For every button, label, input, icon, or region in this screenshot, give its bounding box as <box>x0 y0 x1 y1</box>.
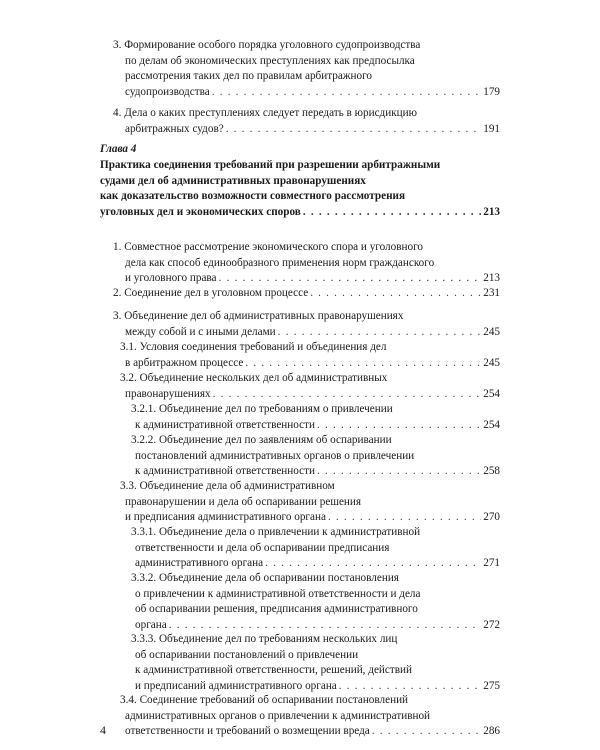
dot-leader <box>219 271 482 287</box>
toc-entry-line: 3.3.1. Объединение дела о привлечении к административной <box>131 526 421 538</box>
toc-page-number: 270 <box>483 511 500 524</box>
toc-entry-line: 4. Дела о каких преступлениях следует передать в юрисдикцию <box>113 107 417 119</box>
toc-entry-last-line <box>125 387 500 403</box>
toc-page-number: 213 <box>483 205 500 218</box>
toc-entry-last-line <box>125 510 500 526</box>
toc-page-number: 258 <box>483 465 500 478</box>
dot-leader <box>278 325 482 341</box>
toc-entry-line: административных органов о привлечении к административной <box>125 709 431 722</box>
toc-entry-last-line <box>135 464 500 480</box>
toc-entry-line: 3.2. Объединение нескольких дел об административных <box>120 372 388 384</box>
toc-entry-line: арбитражных судов? <box>125 122 224 135</box>
toc-page-number: 254 <box>483 418 500 431</box>
toc-entry-line: об оспаривании решения, предписания административного <box>135 603 418 616</box>
toc-entry-line: административного органа <box>135 557 264 570</box>
toc-entry-line: ответственности и требований о возмещении вреда <box>125 725 370 738</box>
toc-entry-last-line <box>135 418 500 434</box>
toc-entry-line: к административной ответственности <box>135 465 315 478</box>
toc-entry-line: 3.2.2. Объединение дел по заявлениям об оспаривании <box>131 434 392 446</box>
dot-leader <box>303 205 481 221</box>
toc-entry-line: к административной ответственности, решений, действий <box>135 664 413 677</box>
dot-leader <box>317 464 481 480</box>
toc-entry-last-line <box>125 271 500 287</box>
dot-leader <box>317 418 481 434</box>
toc-entry-line: в арбитражном процессе <box>125 356 244 369</box>
toc-entry-line: 3. Формирование особого порядка уголовного судопроизводства <box>113 39 421 51</box>
toc-entry-line: 1. Совместное рассмотрение экономического спора и уголовного <box>113 241 424 253</box>
toc-entry-line: правонарушениях <box>125 387 211 400</box>
toc-entry-line: постановлений административных органов о привлечении <box>135 449 415 462</box>
dot-leader <box>212 85 482 101</box>
toc-entry-line: 3.4. Соединение требований об оспаривании постановлений <box>120 694 409 706</box>
toc-entry-last-line <box>100 205 500 221</box>
toc-entry-line: дела как способ единообразного применения норм гражданского <box>125 256 435 269</box>
toc-entry-line: судопроизводства <box>125 85 210 98</box>
toc-entry-line: судами дел об административных правонарушениях <box>100 174 366 187</box>
toc-page-number: 213 <box>483 272 500 285</box>
toc-entry-line: ответственности и дела об оспаривании предписания <box>135 541 390 554</box>
toc-entry-line: об оспаривании постановлений о привлечении <box>135 648 359 661</box>
toc-entry-line: 3.3.2. Объединение дела об оспаривании постановления <box>131 572 399 584</box>
page-number: 4 <box>100 723 106 737</box>
toc-entry-line: органа <box>135 618 167 631</box>
toc-entry-line: 2. Соединение дел в уголовном процессе <box>113 287 309 299</box>
toc-entry-line: 3.3. Объединение дела об административном <box>120 480 335 492</box>
dot-leader <box>310 286 481 302</box>
dot-leader <box>226 122 482 138</box>
toc-entry-line: о привлечении к административной ответственности и дела <box>135 587 421 600</box>
toc-entry-line: 3.3.3. Объединение дел по требованиям нескольких лиц <box>131 633 398 645</box>
toc-entry-line: как доказательство возможности совместного рассмотрения <box>100 190 406 203</box>
dot-leader <box>372 724 481 740</box>
toc-entry-line: уголовных дел и экономических споров <box>100 205 301 218</box>
toc-entry-line: к административной ответственности <box>135 418 315 431</box>
toc-entry-line: Практика соединения требований при разрешении арбитражными <box>100 159 441 171</box>
toc-entry-line: и предписаний административного органа <box>135 679 337 692</box>
toc-entry-line: 3. Объединение дел об административных правонарушениях <box>113 310 404 322</box>
toc-page-number: 286 <box>483 725 500 738</box>
toc-page-number: 271 <box>483 557 500 570</box>
toc-page-number: 272 <box>483 618 500 631</box>
toc-page-number: 245 <box>483 356 500 369</box>
toc-page-number: 275 <box>483 679 500 692</box>
toc-entry-last-line <box>113 286 500 302</box>
toc-entry-line: по делам об экономических преступлениях как предпосылка <box>125 54 415 67</box>
toc-entry-line: рассмотрения таких дел по правилам арбитражного <box>125 70 373 83</box>
toc-page-number: 254 <box>483 387 500 400</box>
toc-entry-last-line <box>125 325 500 341</box>
toc-page-number: 179 <box>483 85 500 98</box>
toc-entry-last-line <box>125 356 500 372</box>
toc-entry-line: и уголовного права <box>125 272 217 285</box>
toc-entry-line: 3.2.1. Объединение дел по требованиям о привлечении <box>131 403 393 415</box>
toc-entry-last-line <box>125 122 500 138</box>
dot-leader <box>213 387 482 403</box>
toc-page-number: 245 <box>483 325 500 338</box>
toc-entry-line: правонарушении и дела об оспаривании решения <box>125 495 362 508</box>
toc-page-number: 231 <box>483 287 500 299</box>
toc-entry-last-line <box>125 724 500 740</box>
toc-entry-line: между собой и с иными делами <box>125 325 276 338</box>
dot-leader <box>245 356 481 372</box>
toc-entry-line: и предписания административного органа <box>125 511 326 524</box>
dot-leader <box>328 510 481 526</box>
toc-entry-last-line <box>135 556 500 572</box>
toc-page-number: 191 <box>483 122 500 135</box>
dot-leader <box>265 556 481 572</box>
toc-entry-last-line <box>125 85 500 101</box>
chapter-label: Глава 4 <box>100 143 137 155</box>
toc-entry-line: 3.1. Условия соединения требований и объединения дел <box>120 341 387 353</box>
